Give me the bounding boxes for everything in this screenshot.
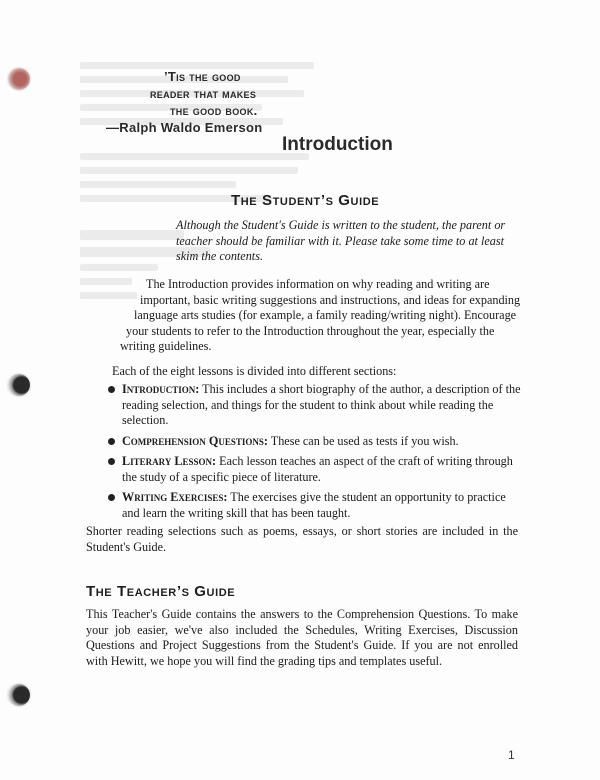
section-term: Introduction: [122,382,200,396]
binder-hole-bottom [8,684,30,706]
introduction-paragraph [110,277,530,355]
section-term: Writing Exercises: [122,490,228,504]
quote-line-2: reader that makes [150,86,257,101]
page-number: 1 [508,748,515,762]
section-text: These can be used as tests if you wish. [267,433,459,448]
paragraph-line: The Introduction provides information on why reading and writing are [146,277,490,291]
lead-line: skim the contents. [176,249,263,263]
lesson-sections-list [106,382,526,526]
paragraph-line: writing guidelines. [120,339,212,353]
binder-hole-top [8,68,30,90]
list-item [106,434,526,450]
list-item [106,382,526,429]
list-item [106,490,526,521]
binder-hole-middle [8,374,30,396]
epigraph-quote [104,68,324,136]
lead-line: teacher should be familiar with it. Please take some time to at least [176,233,504,248]
shorter-selections-paragraph: Shorter reading selections such as poems, essays, or short stories are included in the Student's Guide. [86,524,518,554]
quote-attribution: —Ralph Waldo Emerson [106,120,263,135]
lead-line: Although the Student's Guide is written to the student, the parent or [176,218,506,232]
lessons-lead: Each of the eight lessons is divided into different sections: [112,364,397,378]
students-guide-heading: The Student’s Guide [231,192,380,209]
paragraph-line: your students to refer to the Introduction throughout the year, especially the [126,323,495,338]
quote-line-1: ’Tis the good [164,69,241,84]
section-text: This includes a short biography of the author, a description of the reading selection, and things for the student to think about while reading the selection. [122,382,521,427]
page-title: Introduction [282,134,393,155]
students-guide-lead [176,218,520,265]
section-text: Each lesson teaches an aspect of the craft of writing through the study of a specific piece of literature. [122,454,513,484]
paragraph-line: important, basic writing suggestions and instructions, and ideas for expanding [140,292,521,307]
section-term: Comprehension Questions: [122,433,268,448]
paragraph-line: language arts studies (for example, a family reading/writing night). Encourage [134,308,517,322]
section-term: Literary Lesson: [122,454,217,468]
section-text: The exercises give the student an opportunity to practice and learn the writing skill that has been taught. [122,490,506,520]
quote-line-3: the good book. [170,103,258,118]
teachers-guide-paragraph: This Teacher's Guide contains the answers to the Comprehension Questions. To make your job easier, we've also included the Schedules, Writing Exercises, Discussion Questions and Project Suggestions from the Student's Guide. If you are not enrolled with Hewitt, we hope you will find the grading tips and templates useful. [86,607,518,668]
list-item [106,454,526,485]
teachers-guide-heading: The Teacher’s Guide [86,583,236,600]
